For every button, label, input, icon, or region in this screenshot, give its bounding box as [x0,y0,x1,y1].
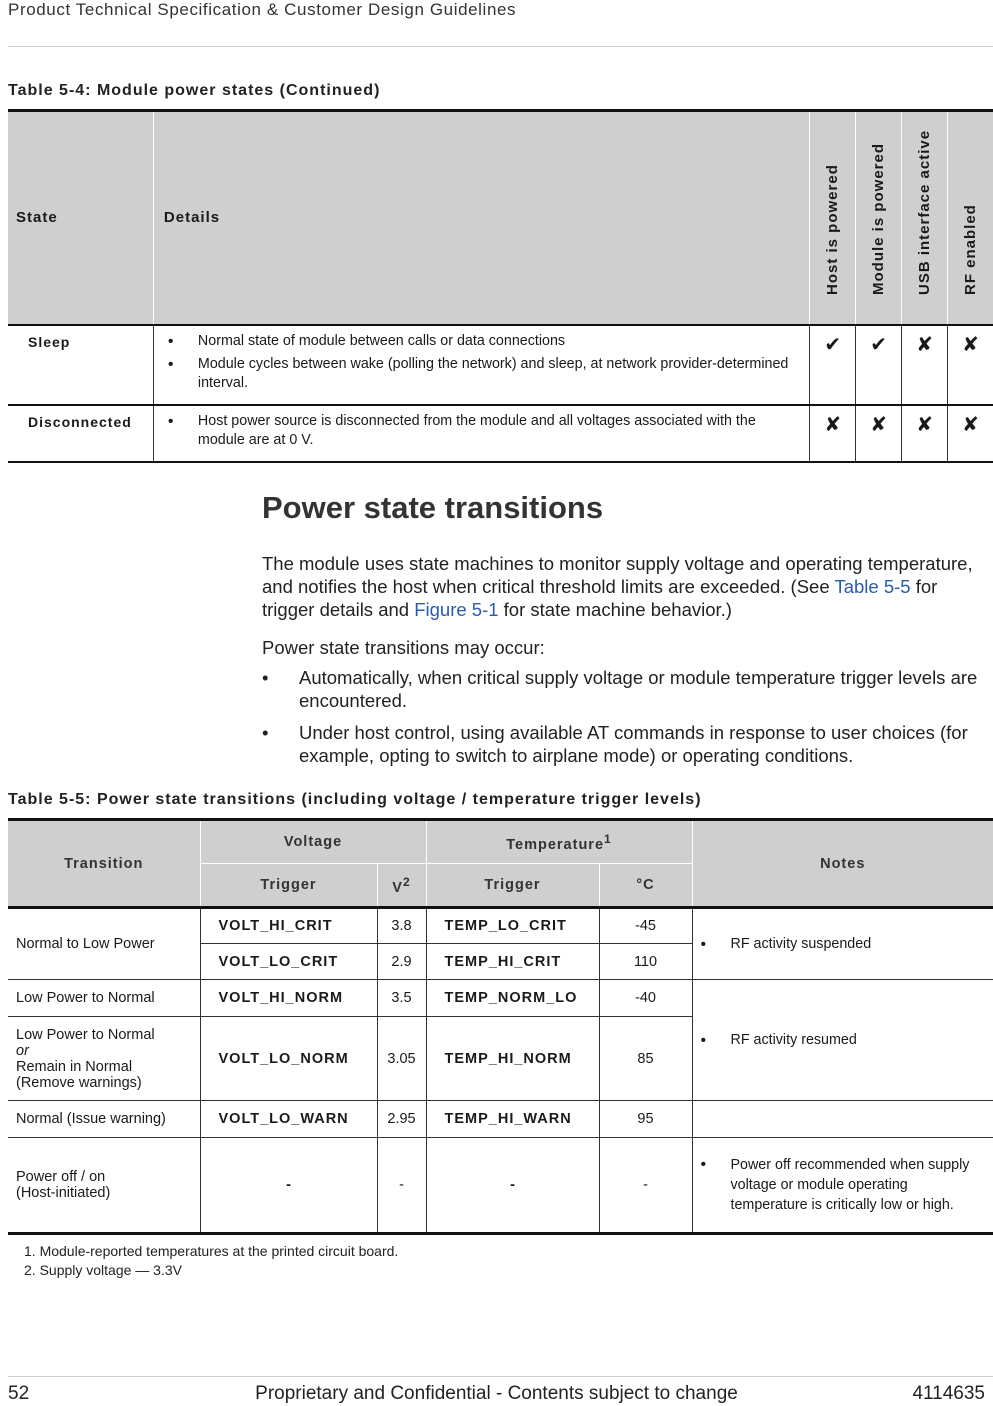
footnote-2: 2. Supply voltage — 3.3V [24,1262,182,1278]
power-state-transitions-table [8,818,993,1235]
temp-trigger-cell: - [426,1138,599,1234]
document-number: 4114635 [912,1383,985,1404]
state-sleep: Sleep [8,325,153,405]
details-disconnected: • Host power source is disconnected from the module and all voltages associated with the module are at 0 V. [153,405,809,462]
table-row [8,405,993,462]
col-rf-enabled: RF enabled [948,111,993,325]
list-item: • Automatically, when critical supply voltage or module temperature trigger levels are encountered. [262,667,978,711]
cross-icon: ✘ [962,333,979,356]
table-5-5-caption: Table 5-5: Power state transitions (including voltage / temperature trigger levels) [8,791,702,808]
cross-icon: ✘ [902,405,948,462]
section-heading: Power state transitions [262,490,604,525]
voltage-value-cell: 2.95 [377,1101,426,1138]
col-temperature: Temperature$^1$ [426,820,692,864]
voltage-trigger-cell: VOLT_LO_WARN [200,1101,377,1138]
transition-cell: Power off / on (Host-initiated) [8,1138,200,1234]
cross-icon: ✘ [902,325,948,405]
figure-5-1-link[interactable]: Figure 5-1 [414,599,499,620]
col-voltage-trigger: Trigger [200,864,377,908]
temp-value-cell: - [599,1138,692,1234]
footer-notice: Proprietary and Confidential - Contents subject to change [255,1383,738,1404]
transition-cell: Low Power to Normal [8,980,200,1017]
cross-icon: ✘ [810,405,856,462]
footer-rule [8,1376,993,1377]
footnote-1: 1. Module-reported temperatures at the printed circuit board. [24,1243,399,1259]
col-voltage-value: $V^2$ [377,864,426,908]
transition-cell: Low Power to Normal or Remain in Normal (Remove warnings) [8,1017,200,1101]
col-transition: Transition [8,820,200,908]
header-rule [8,46,993,47]
voltage-trigger-cell: VOLT_HI_NORM [200,980,377,1017]
table-row [8,1138,993,1234]
details-sleep: • Normal state of module between calls or data connections • Module cycles between wake (polling the network) and sleep, at network provider-determined interval. [153,325,809,405]
module-power-states-table [8,109,993,463]
temp-value-cell: 85 [599,1017,692,1101]
cross-icon: ✘ [962,413,979,436]
table-row [8,908,993,944]
intro-paragraph: The module uses state machines to monitor supply voltage and operating temperature, and notifies the host when critical threshold limits are exceeded. (See Table 5-5 for trigger details and Figure 5-1 for state machine behavior.) [262,553,973,620]
table-5-5-link[interactable]: Table 5-5 [834,576,911,597]
notes-cell: • RF activity suspended [692,908,993,980]
voltage-value-cell: 3.5 [377,980,426,1017]
transition-cell: Normal to Low Power [8,908,200,980]
check-icon: ✔ [810,325,856,405]
check-icon: ✔ [856,325,902,405]
table-5-4-caption: Table 5-4: Module power states (Continued) [8,82,381,99]
col-module-powered: Module is powered [856,111,902,325]
voltage-value-cell: 3.05 [377,1017,426,1101]
col-voltage: Voltage [200,820,426,864]
notes-cell: • Power off recommended when supply voltage or module operating temperature is critically low or high. [692,1138,993,1234]
transitions-lead: Power state transitions may occur: [262,637,545,658]
temp-trigger-cell: TEMP_HI_WARN [426,1101,599,1138]
table-row [8,980,993,1017]
temp-trigger-cell: TEMP_HI_NORM [426,1017,599,1101]
list-item: • Under host control, using available AT commands in response to user choices (for example, opting to switch to airplane mode) or operating conditions. [262,722,968,766]
state-disconnected: Disconnected [8,405,153,462]
notes-cell: • RF activity resumed [692,980,993,1101]
col-notes: Notes [692,820,993,908]
temp-value-cell: 110 [599,944,692,980]
page-number: 52 [8,1383,30,1404]
temp-value-cell: -40 [599,980,692,1017]
table-row [8,325,993,405]
temp-trigger-cell: TEMP_NORM_LO [426,980,599,1017]
temp-trigger-cell: TEMP_HI_CRIT [426,944,599,980]
temp-value-cell: 95 [599,1101,692,1138]
temp-trigger-cell: TEMP_LO_CRIT [426,908,599,944]
voltage-trigger-cell: VOLT_HI_CRIT [200,908,377,944]
transition-cell: Normal (Issue warning) [8,1101,200,1138]
voltage-value-cell: 2.9 [377,944,426,980]
col-state: State [8,111,153,325]
col-usb-active: USB interface active [902,111,948,325]
cross-icon: ✘ [856,405,902,462]
col-details: Details [153,111,809,325]
notes-cell [692,1101,993,1138]
page-header-title: Product Technical Specification & Customer Design Guidelines [8,0,517,19]
col-temp-trigger: Trigger [426,864,599,908]
table-row [8,1101,993,1138]
voltage-value-cell: - [377,1138,426,1234]
col-temp-value: °C [599,864,692,908]
voltage-value-cell: 3.8 [377,908,426,944]
voltage-trigger-cell: VOLT_LO_CRIT [200,944,377,980]
col-host-powered: Host is powered [810,111,856,325]
voltage-trigger-cell: VOLT_LO_NORM [200,1017,377,1101]
temp-value-cell: -45 [599,908,692,944]
voltage-trigger-cell: - [200,1138,377,1234]
